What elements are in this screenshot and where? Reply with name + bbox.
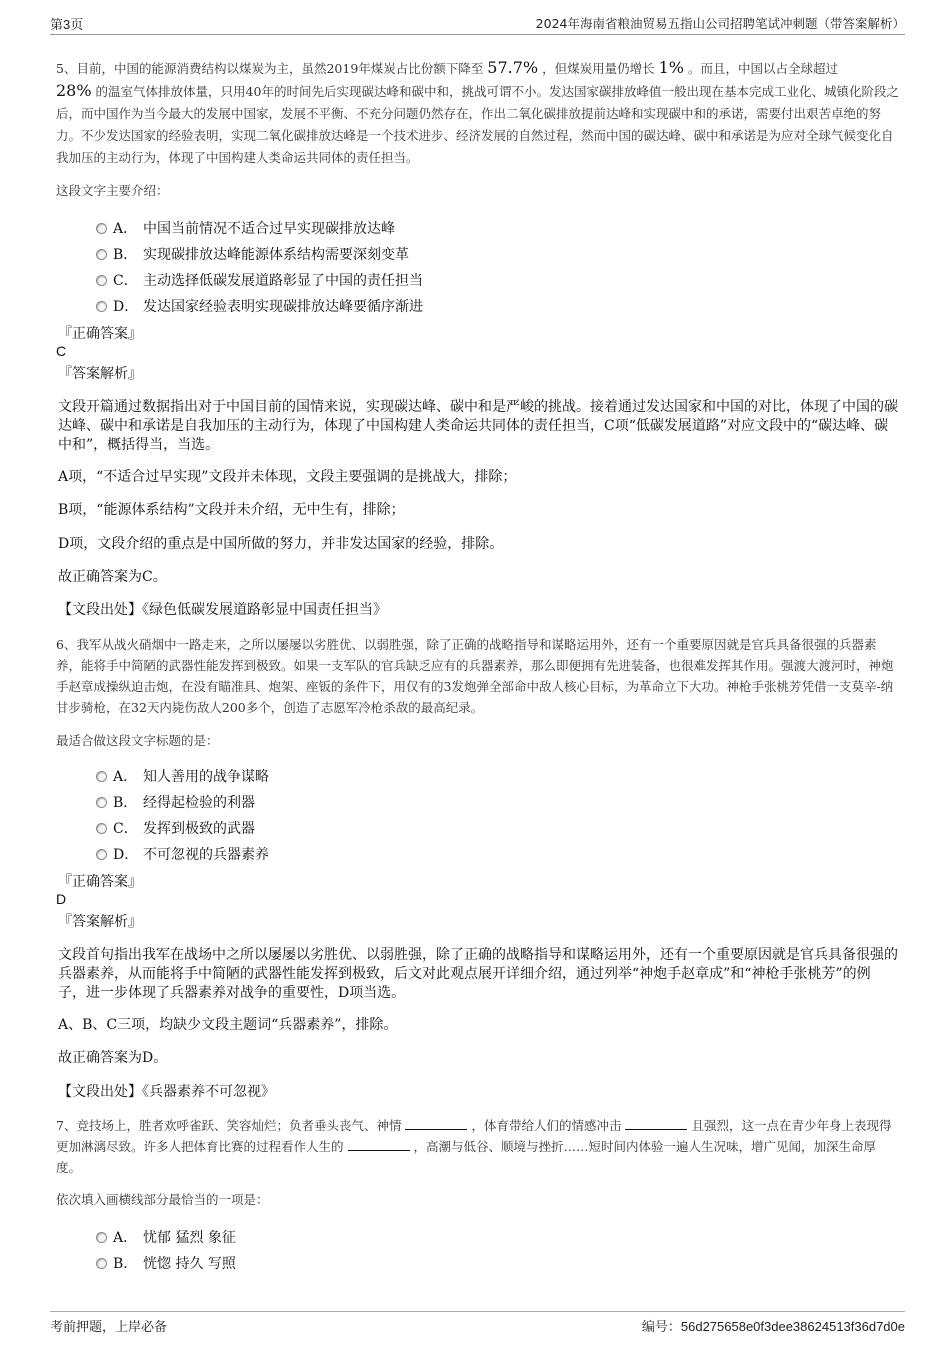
math-value: 1% bbox=[658, 58, 684, 77]
q5-prompt: 这段文字主要介绍： bbox=[56, 183, 169, 198]
q6-analysis-p3: 故正确答案为D。 bbox=[58, 1050, 168, 1066]
q6-option-b[interactable]: B． 经得起检验的利器 bbox=[96, 792, 255, 812]
q6-passage: 6、我军从战火硝烟中一路走来，之所以屡屡以劣胜优、以弱胜强，除了正确的战略指导和谋略运用外，还有一个重要原因就是官兵具备很强的兵器素养，能将手中简陋的武器性能发挥到极致。如果一支军队的官兵缺乏应有的兵器素养，那么即便拥有先进装备，也很难发挥其作用。强渡大渡河时，神炮手赵章成操纵迫击炮，在没有瞄准具、炮架、座钣的条件下，用仅有的3发炮弹全部命中敌人核心目标，为革命立下大功。神枪手张桃芳凭借一支莫辛-纳甘步骑枪，在32天内毙伤敌人200多个，创造了志愿军冷枪杀敌的最高纪录。 bbox=[56, 637, 894, 715]
q6-option-d[interactable]: D． 不可忽视的兵器素养 bbox=[96, 844, 269, 864]
q6-prompt: 最适合做这段文字标题的是： bbox=[56, 733, 219, 748]
radio-icon[interactable] bbox=[96, 1258, 107, 1269]
q5-source: 【文段出处】《绿色低碳发展道路彰显中国责任担当》 bbox=[58, 602, 387, 618]
q5-option-a[interactable]: A． 中国当前情况不适合过早实现碳排放达峰 bbox=[96, 218, 395, 238]
footer-slogan: 考前押题，上岸必备 bbox=[50, 1320, 168, 1335]
footer-id: 编号：56d275658e0f3dee38624513f36d7d0e bbox=[641, 1319, 905, 1334]
q7-prompt: 依次填入画横线部分最恰当的一项是： bbox=[56, 1192, 269, 1207]
q6-option-a[interactable]: A． 知人善用的战争谋略 bbox=[96, 766, 269, 786]
q5-answer-label: 『正确答案』 bbox=[58, 326, 142, 342]
q5-option-b[interactable]: B． 实现碳排放达峰能源体系结构需要深刻变革 bbox=[96, 244, 409, 264]
q6-source: 【文段出处】《兵器素养不可忽视》 bbox=[58, 1084, 275, 1100]
document-title: 2024年海南省粮油贸易五指山公司招聘笔试冲刺题（带答案解析） bbox=[535, 16, 905, 31]
radio-icon[interactable] bbox=[96, 849, 107, 860]
q5-analysis-p4: D项，文段介绍的重点是中国所做的努力，并非发达国家的经验，排除。 bbox=[58, 536, 504, 552]
radio-icon[interactable] bbox=[96, 223, 107, 234]
q7-passage: 7、竞技场上，胜者欢呼雀跃、笑容灿烂；负者垂头丧气、神情 ，体育带给人们的情感冲击 且强烈，这一点在青少年身上表现得更加淋漓尽致。许多人把体育比赛的过程看作人生的 ，高潮与低谷、顺境与挫折……短时间内体验一遍人生况味，增广见闻，加深生命厚度。 bbox=[56, 1118, 892, 1175]
q5-analysis-p1: 文段开篇通过数据指出对于中国目前的国情来说，实现碳达峰、碳中和是严峻的挑战。接着通过发达国家和中国的对比，体现了中国的碳达峰、碳中和承诺是自我加压的主动行为，体现了中国构建人类命运共同体的责任担当，C项“低碳发展道路”对应文段中的“碳达峰、碳中和”，概括得当，当选。 bbox=[58, 399, 898, 453]
q6-analysis-p1: 文段首句指出我军在战场中之所以屡屡以劣胜优、以弱胜强，除了正确的战略指导和谋略运用外，还有一个重要原因就是官兵具备很强的兵器素养，从而能将手中简陋的武器性能发挥到极致，后文对此观点展开详细介绍，通过列举“神炮手赵章成”和“神枪手张桃芳”的例子，进一步体现了兵器素养对战争的重要性，D项当选。 bbox=[58, 947, 898, 1001]
fill-blank bbox=[348, 1138, 410, 1151]
radio-icon[interactable] bbox=[96, 797, 107, 808]
radio-icon[interactable] bbox=[96, 275, 107, 286]
page-footer bbox=[50, 1311, 905, 1336]
q5-option-d[interactable]: D． 发达国家经验表明实现碳排放达峰要循序渐进 bbox=[96, 296, 423, 316]
q7-option-b[interactable]: B． 恍惚 持久 写照 bbox=[96, 1253, 236, 1273]
q6-option-c[interactable]: C． 发挥到极致的武器 bbox=[96, 818, 255, 838]
math-value: 28% bbox=[56, 81, 92, 100]
q5-analysis-label: 『答案解析』 bbox=[58, 366, 142, 382]
q5-analysis-p2: A项，“不适合过早实现”文段并未体现，文段主要强调的是挑战大，排除； bbox=[58, 469, 517, 485]
math-value: 57.7% bbox=[487, 58, 539, 77]
radio-icon[interactable] bbox=[96, 823, 107, 834]
page-header bbox=[50, 14, 905, 35]
q6-analysis-p2: A、B、C三项，均缺少文段主题词“兵器素养”，排除。 bbox=[58, 1017, 398, 1033]
q5-option-c[interactable]: C． 主动选择低碳发展道路彰显了中国的责任担当 bbox=[96, 270, 423, 290]
radio-icon[interactable] bbox=[96, 1232, 107, 1243]
radio-icon[interactable] bbox=[96, 771, 107, 782]
radio-icon[interactable] bbox=[96, 249, 107, 260]
q5-analysis-p5: 故正确答案为C。 bbox=[58, 569, 167, 585]
q5-analysis-p3: B项，“能源体系结构”文段并未介绍，无中生有，排除； bbox=[58, 502, 405, 518]
fill-blank bbox=[405, 1117, 467, 1130]
q6-analysis-label: 『答案解析』 bbox=[58, 914, 142, 930]
document-code: 56d275658e0f3dee38624513f36d7d0e bbox=[680, 1319, 905, 1334]
page-number: 第3页 bbox=[50, 17, 84, 32]
q6-answer: D bbox=[56, 891, 67, 907]
fill-blank bbox=[625, 1117, 687, 1130]
radio-icon[interactable] bbox=[96, 301, 107, 312]
q6-answer-label: 『正确答案』 bbox=[58, 874, 142, 890]
q5-answer: C bbox=[56, 343, 67, 359]
q7-option-a[interactable]: A． 忧郁 猛烈 象征 bbox=[96, 1227, 236, 1247]
q5-passage: 5、目前，中国的能源消费结构以煤炭为主，虽然2019年煤炭占比份额下降至 57.7% ，但煤炭用量仍增长 1% 。而且，中国以占全球超过 28% 的温室气体排放体量，只用40年的时间先后实现碳达峰和碳中和，挑战可谓不小。发达国家碳排放峰值一般出现在基本完成工业化、城镇化阶段之后，而中国作为当今最大的发展中国家，发展不平衡、不充分问题仍然存在，作出二氧化碳排放提前达峰和实现碳中和的承诺，需要付出艰苦卓绝的努力。不少发达国家的经验表明，实现二氧化碳排放达峰是一个技术进步、经济发展的自然过程，然而中国的碳达峰、碳中和承诺是为应对全球气候变化自我加压的主动行为，体现了中国构建人类命运共同体的责任担当。 bbox=[56, 58, 899, 165]
